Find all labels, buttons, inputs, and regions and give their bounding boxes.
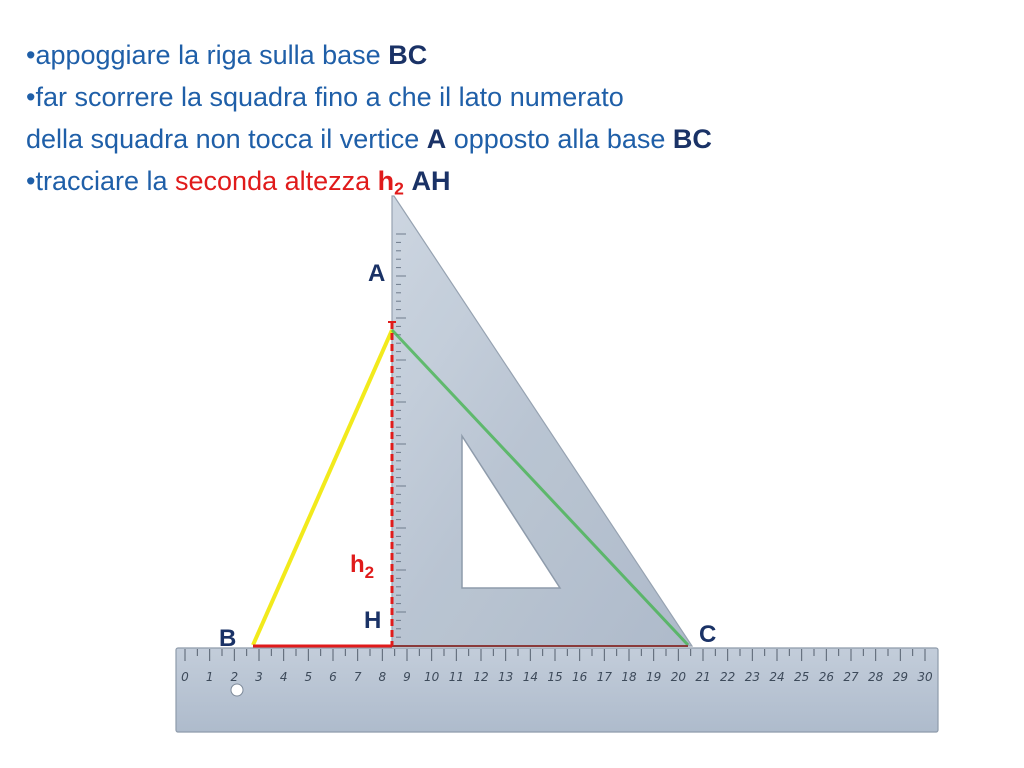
ruler-number: 0: [181, 670, 189, 684]
ruler-number: 12: [473, 670, 489, 684]
ruler-number: 16: [572, 670, 588, 684]
ruler-body: [176, 648, 938, 732]
ruler-number: 2: [230, 670, 239, 684]
ruler-number: 21: [695, 670, 711, 684]
vertex-a-label: A: [368, 260, 386, 287]
ruler-number: 5: [304, 670, 313, 684]
instruction-text: far scorrere la squadra fino a che il lato numerato: [35, 82, 624, 112]
ruler-number: 28: [868, 670, 884, 684]
ruler-number: 8: [378, 670, 387, 684]
ruler-number: 29: [892, 670, 908, 684]
bullet: •: [26, 40, 36, 70]
ruler-number: 26: [818, 670, 834, 684]
bullet: •: [26, 166, 36, 196]
ruler-number: 19: [646, 670, 662, 684]
segment-bc-label: BC: [672, 124, 712, 154]
ruler-number: 30: [917, 670, 933, 684]
ruler-number: 9: [403, 670, 411, 684]
ruler-number: 3: [255, 670, 263, 684]
foot-h-label: H: [364, 607, 382, 634]
vertex-b-label: B: [219, 625, 237, 652]
instruction-text: appoggiare la riga sulla base: [35, 40, 389, 70]
ruler-number: 10: [424, 670, 440, 684]
bullet: •: [26, 82, 36, 112]
ruler: [176, 648, 938, 732]
set-square: [392, 196, 692, 646]
ruler-number: 7: [353, 670, 362, 684]
ruler-number: 18: [621, 670, 637, 684]
ruler-number: 14: [522, 670, 538, 684]
ruler-hole: [231, 684, 243, 696]
height-symbol: $h_2$: [377, 166, 404, 199]
highlight-text: seconda altezza: [175, 166, 371, 196]
vertex-c-label: C: [699, 621, 717, 648]
segment-bc-label: BC: [388, 40, 428, 70]
instruction-text: tracciare la: [35, 166, 176, 196]
ruler-number: 11: [448, 670, 464, 684]
ruler-number: 27: [843, 670, 859, 684]
side-ab: [253, 330, 392, 645]
ruler-number: 4: [279, 670, 288, 684]
ruler-number: 1: [205, 670, 214, 684]
instruction-text: della squadra non tocca il vertice: [26, 124, 427, 154]
ruler-number: 22: [720, 670, 736, 684]
ruler-number: 13: [498, 670, 514, 684]
ruler-number: 6: [329, 670, 337, 684]
instruction-text: opposto alla base: [446, 124, 673, 154]
ruler-number: 25: [794, 670, 810, 684]
ruler-number: 20: [670, 670, 686, 684]
ruler-number: 23: [744, 670, 760, 684]
ruler-number: 24: [769, 670, 785, 684]
ruler-number: 15: [547, 670, 563, 684]
vertex-a-label: A: [426, 124, 447, 154]
segment-ah-label: AH: [411, 166, 451, 196]
height-h2-label: $h_2$: [350, 551, 375, 582]
ruler-number: 17: [596, 670, 612, 684]
